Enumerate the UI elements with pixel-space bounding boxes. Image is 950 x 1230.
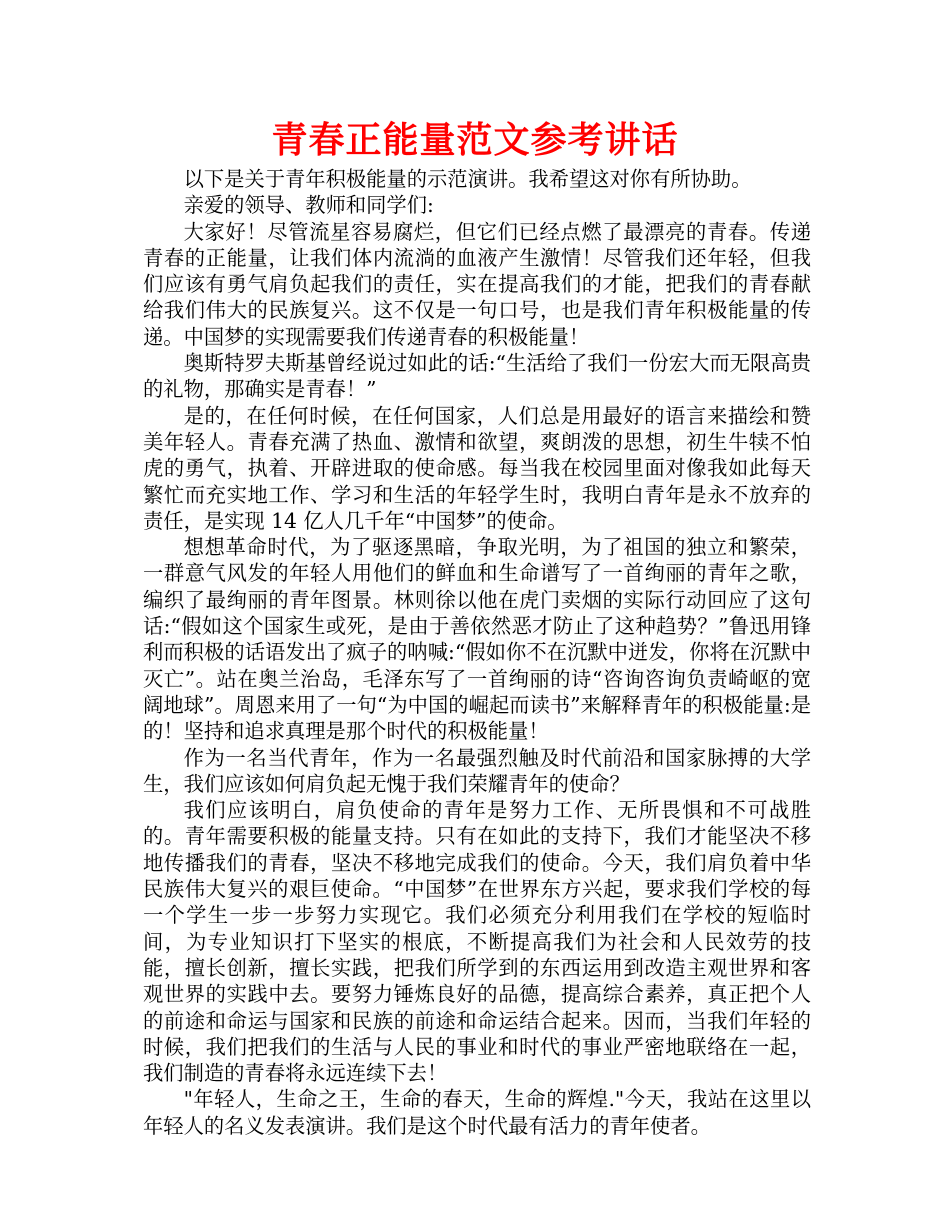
paragraph-greeting: 大家好！尽管流星容易腐烂，但它们已经点燃了最漂亮的青春。传递青春的正能量，让我们体内流淌的血液产生激情！尽管我们还年轻，但我们应该有勇气肩负起我们的责任，实在提高我们的才能，把我们的青春献给我们伟大的民族复兴。这不仅是一句口号，也是我们青年积极能量的传递。中国梦的实现需要我们传递青春的积极能量！ — [143, 219, 811, 349]
paragraph-youth-praise: 是的，在任何时候，在任何国家，人们总是用最好的语言来描绘和赞美年轻人。青春充满了热血、激情和欲望，爽朗泼的思想，初生牛犊不怕虎的勇气，执着、开辟进取的使命感。每当我在校园里面对像我如此每天繁忙而充实地工作、学习和生活的年轻学生时，我明白青年是永不放弃的责任，是实现 14 亿人几千年“中国梦”的使命。 — [143, 403, 811, 533]
paragraph-intro: 以下是关于青年积极能量的示范演讲。我希望这对你有所协助。 — [183, 167, 752, 191]
document-body — [143, 166, 811, 1139]
document-title: 青春正能量范文参考讲话 — [271, 120, 679, 161]
paragraph-mission: 我们应该明白，肩负使命的青年是努力工作、无所畏惧和不可战胜的。青年需要积极的能量支持。只有在如此的支持下，我们才能坚决不移地传播我们的青春，坚决不移地完成我们的使命。今天，我们肩负着中华民族伟大复兴的艰巨使命。“中国梦”在世界东方兴起，要求我们学校的每一个学生一步一步努力实现它。我们必须充分利用我们在学校的短临时间，为专业知识打下坚实的根底，不断提高我们为社会和人民效劳的技能，擅长创新，擅长实践，把我们所学到的东西运用到改造主观世界和客观世界的实践中去。要努力锤炼良好的品德，提高综合素养，真正把个人的前途和命运与国家和民族的前途和命运结合起来。因而，当我们年轻的时候，我们把我们的生活与人民的事业和时代的事业严密地联络在一起，我们制造的青春将永远连续下去！ — [143, 798, 811, 1086]
paragraph-quote-ostrovsky: 奥斯特罗夫斯基曾经说过如此的话:“生活给了我们一份宏大而无限高贵的礼物，那确实是青春！” — [143, 351, 811, 402]
paragraph-revolution: 想想革命时代，为了驱逐黑暗，争取光明，为了祖国的独立和繁荣，一群意气风发的年轻人用他们的鲜血和生命谱写了一首绚丽的青年之歌，编织了最绚丽的青年图景。林则徐以他在虎门卖烟的实际行动回应了这句话:“假如这个国家生或死，是由于善依然恶才防止了这种趋势？”鲁迅用锋利而积极的话语发出了疯子的呐喊:“假如你不在沉默中迸发，你将在沉默中灭亡”。站在奥兰治岛，毛泽东写了一首绚丽的诗“咨询咨询负责崎岖的宽阔地球”。周恩来用了一句“为中国的崛起而读书”来解释青年的积极能量:是的！坚持和追求真理是那个时代的积极能量！ — [143, 535, 811, 744]
paragraph-salutation: 亲爱的领导、教师和同学们: — [183, 193, 434, 218]
paragraph-question: 作为一名当代青年，作为一名最强烈触及时代前沿和国家脉搏的大学生，我们应该如何肩负起无愧于我们荣耀青年的使命？ — [143, 745, 811, 796]
paragraph-closing: "年轻人，生命之王，生命的春天，生命的辉煌."今天，我站在这里以年轻人的名义发表演讲。我们是这个时代最有活力的青年使者。 — [143, 1087, 811, 1138]
